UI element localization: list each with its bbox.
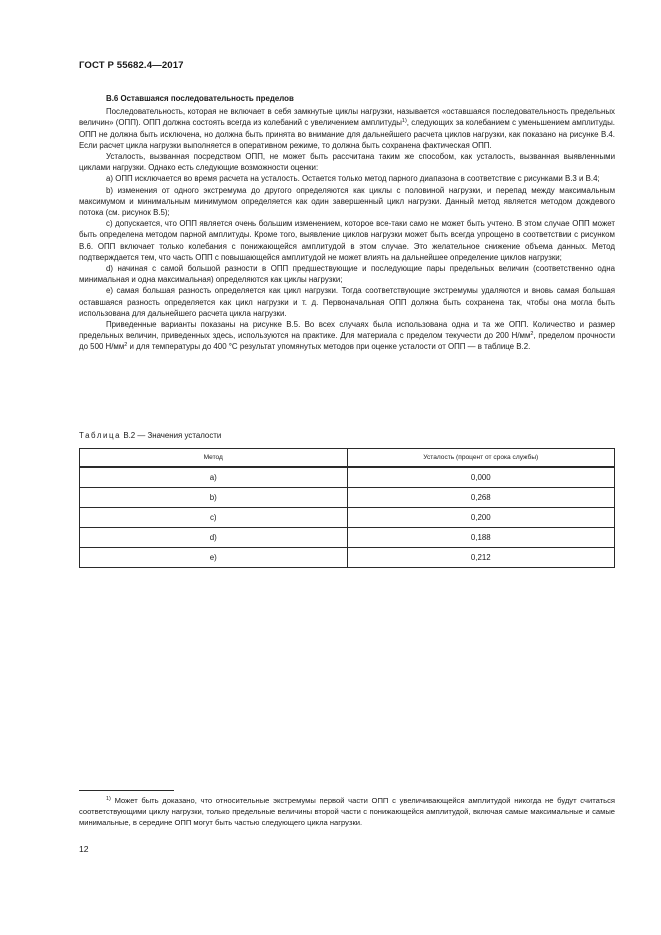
method-cell: d)	[80, 528, 348, 548]
option-c: c) допускается, что ОПП является очень большим изменением, которое все-таки само не может быть учтено. В этом случае ОПП может быть определена методом парной амплитуды. Кроме того, выявление циклов нагрузки может быть всегда упрощено в соответствии с рисунком В.6. ОПП включает только колебания с понижающейся амплитудой в этом случае. Это желательное снижение объема данных. Метод подтверждается тем, что часть ОПП с повышающейся амплитудой не может влиять на дальнейшее определение циклов нагрузки;	[79, 219, 615, 262]
fatigue-value-cell: 0,000	[347, 467, 615, 488]
table-caption: Таблица В.2 — Значения усталости	[79, 431, 222, 440]
method-cell: c)	[80, 508, 348, 528]
option-a: a) ОПП исключается во время расчета на усталость. Остается только метод парного диапазона в соответствие с рисунками В.3 и В.4;	[106, 174, 600, 184]
method-cell: a)	[80, 467, 348, 488]
page-number: 12	[79, 844, 89, 854]
paragraph-variants: Приведенные варианты показаны на рисунке В.5. Во всех случаях была использована одна и та же ОПП. Количество и размер предельных величин, приведенных здесь, используются на практике. Для материала с пределом текучести до 200 $Н/мм^2$, пределом прочности до 500 $Н/мм^2$ и для температуры до 400 °С результат упомянутых методов при оценке усталости от ОПП — в таблице В.2.	[79, 320, 616, 352]
footnote-divider	[79, 790, 174, 791]
method-cell: e)	[80, 548, 348, 568]
option-d: d) начиная с самой большой разности в ОПП предшествующие и последующие пары предельных величин (соответственно одна минимальная и одна максимальная) определяются как циклы нагрузки;	[79, 264, 615, 285]
footnote-marker: 1)	[106, 796, 111, 802]
section-body	[79, 93, 615, 353]
table-row	[80, 467, 615, 488]
table-row	[80, 528, 615, 548]
method-cell: b)	[80, 488, 348, 508]
fatigue-value-cell: 0,188	[347, 528, 615, 548]
table-row	[80, 548, 615, 568]
table-header-row	[80, 449, 615, 468]
column-header-fatigue: Усталость (процент от срока службы)	[347, 449, 615, 468]
column-header-method: Метод	[80, 449, 348, 468]
section-title: В.6 Оставшаяся последовательность пределов	[106, 94, 294, 103]
option-b: b) изменения от одного экстремума до другого определяются как циклы с половиной нагрузки, и перепад между максимальным максимумом и минимальным минимумом определяется как один завершенный цикл нагрузки. Данный метод является методом дождевого потока (см. рисунок В.5);	[79, 185, 615, 218]
fatigue-table	[79, 448, 615, 568]
fatigue-value-cell: 0,212	[347, 548, 615, 568]
paragraph-intro: Последовательность, которая не включает в себя замкнутые циклы нагрузки, называется «оставшаяся последовательность предельных величин» (ОПП). ОПП должна состоять всегда из колебаний с увеличением амплитуды$^{1)}$, следующих за колебанием с уменьшением амплитуды. ОПП не должна быть исключена, но должна быть принята во внимание для дальнейшего расчета циклов нагрузки, как показано на рисунке В.4. Если расчет цикла нагрузки выполняется в оперативном режиме, то должна быть сохранена фактическая ОПП.	[79, 107, 615, 150]
paragraph-fatigue: Усталость, вызванная посредством ОПП, не может быть рассчитана таким же способом, как усталость, вызванная выявленными циклами нагрузки. Однако есть следующие возможности оценки:	[79, 152, 615, 173]
table-row	[80, 508, 615, 528]
fatigue-value-cell: 0,200	[347, 508, 615, 528]
option-e: e) самая большая разность определяется как цикл нагрузки. Тогда соответствующие экстремумы удаляются и вновь самая большая оставшаяся разность определяется как цикл нагрузки и т. д. Первоначальная ОПП должна быть сохранена так, чтобы она могла быть использована для дальнейшего расчета цикла нагрузки.	[79, 286, 615, 318]
fatigue-value-cell: 0,268	[347, 488, 615, 508]
footnote-ref[interactable]: 1)	[401, 118, 407, 125]
table-row	[80, 488, 615, 508]
standard-header: ГОСТ Р 55682.4—2017	[79, 60, 184, 71]
footnote: $^{1)}$ Может быть доказано, что относительные экстремумы первой части ОПП с увеличивающейся амплитудой никогда не будут считаться соответствующими циклу нагрузки, только предельные величины второй части с понижающейся амплитудой, включая самые максимальные и самые минимальные, в середине ОПП могут быть частью следующего цикла нагрузки.	[79, 796, 615, 827]
